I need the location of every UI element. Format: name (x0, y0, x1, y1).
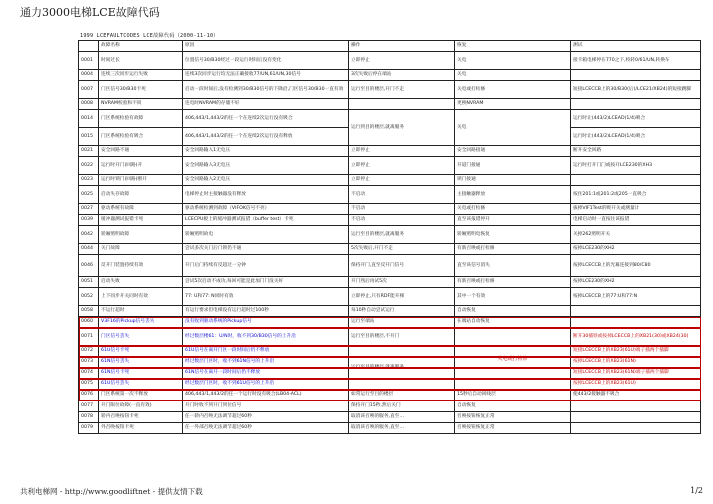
fault-operation: 不启动 (349, 204, 455, 215)
fault-operation: 运行至端站 (349, 317, 455, 328)
table-row (79, 175, 701, 186)
fault-test: 关掉262照明开关 (571, 226, 701, 244)
fault-operation: 5次失败后,开门不走 (349, 244, 455, 255)
fault-name: 61N信号丢失 (99, 357, 183, 368)
fault-code-table (78, 40, 701, 434)
footer-source-text: 共利电梯网 - http://www.goodliftnet - 提供友情下载 (20, 487, 203, 496)
table-header-row (79, 41, 701, 52)
fault-code: 0071 (79, 328, 99, 346)
fault-operation: 每10秒自动尝试运行 (349, 306, 455, 317)
fault-code: 0077 (79, 401, 99, 412)
fault-code: 0052 (79, 288, 99, 306)
fault-cause: 61N信号在离开一段时间后仍不释放 (183, 368, 349, 379)
fault-cause: 位置信号30/B30经过一段运行时间后没有变化 (183, 52, 349, 70)
fault-test (571, 317, 701, 328)
table-row-highlighted (79, 346, 701, 357)
table-row (79, 215, 701, 226)
table-row-highlighted (79, 328, 701, 346)
fault-name: 时间过长 (99, 52, 183, 70)
fault-name: 开门限位故障(一直有效) (99, 401, 183, 412)
fault-name: 启动失败 (99, 277, 183, 288)
fault-name: 门区信号丢失 (99, 328, 183, 346)
fault-code: 0044 (79, 244, 99, 255)
fault-operation: 取消该召唤的服务,直至… (349, 412, 455, 423)
fault-operation: 如常运行至目的楼层 (349, 390, 455, 401)
header-code (79, 41, 99, 52)
fault-name: 启动失存故障 (99, 186, 183, 204)
fault-code: 0014 (79, 110, 99, 128)
fault-cause: 安全回路输入2无电压 (183, 175, 349, 186)
fault-operation (349, 99, 455, 110)
fault-name: 安全回路不通 (99, 146, 183, 157)
fault-operation: 3次失败后停在端站 (349, 70, 455, 81)
table-row (79, 204, 701, 215)
fault-operation: 运行至目的楼层,就离服务 (349, 226, 455, 244)
fault-cause: 安全回路输入3无电压 (183, 157, 349, 175)
fault-test (571, 99, 701, 110)
fault-code: 0007 (79, 81, 99, 99)
fault-recovery: 自动恢复 (455, 306, 571, 317)
fault-operation: 开门熟后再试5次 (349, 277, 455, 288)
fault-name: 运行时锁门(回路)断开 (99, 175, 183, 186)
fault-operation: 立即停止 (349, 146, 455, 157)
document-title: 通力3000电梯LCE故障代码 (20, 6, 160, 19)
fault-name: 不运行超时 (99, 306, 183, 317)
table-row (79, 146, 701, 157)
fault-cause: 电梯停止时主接触器没有释放 (183, 186, 349, 204)
fault-recovery: 直至该报错停开 (455, 215, 571, 226)
fault-code: 0060 (79, 317, 99, 328)
table-row (79, 226, 701, 244)
fault-name: 门区系统检验有故障 (99, 110, 183, 128)
fault-recovery: 安全回路接通 (455, 146, 571, 157)
fault-cause: 没有收到驱动系统的Pickup信号 (183, 317, 349, 328)
fault-recovery: 召唤按钮恢复正常 (455, 412, 571, 423)
fault-code: 0072 (79, 346, 99, 357)
fault-test: 短接LCECCB上的30/B30(后)/LCE21/XB24)的短接跳脚 (571, 81, 701, 99)
fault-recovery: 召唤按钮恢复正常 (455, 423, 571, 434)
fault-code: 0023 (79, 175, 99, 186)
fault-code: 0039 (79, 215, 99, 226)
fault-operation: 不启动 (349, 186, 455, 204)
fault-test: 断开30插铁或按掉LCECCB上的XB21(30)或XB24(30) (571, 328, 701, 346)
fault-cause: 驱动系统检测到故障（VIFOK信号不亮） (183, 204, 349, 215)
fault-cause: 尝试5次启动不成功,每回可能是此加门门没关好 (183, 277, 349, 288)
fault-operation: 不启动 (349, 215, 455, 226)
table-row (79, 288, 701, 306)
table-row (79, 70, 701, 81)
table-row (79, 186, 701, 204)
fault-recovery: 直至该信号消失 (455, 255, 571, 277)
fault-test: 按掉LCE230的XH2 (571, 277, 701, 288)
fault-cause: 轿厢照明故电 (183, 226, 349, 244)
fault-recovery: 更换NVRAM (455, 99, 571, 110)
fault-recovery: 关电 (455, 70, 571, 81)
fault-recovery: 关电或打检修 (455, 204, 571, 215)
fault-code: 0027 (79, 204, 99, 215)
fault-cause: 406,443/1,443/2的任一个在连续2次运行没有吸合 (183, 110, 349, 128)
fault-cause: 406,443/1,443/2的任一个运行时没有吸合(LB04-ACL) (183, 390, 349, 401)
table-row (79, 306, 701, 317)
fault-name: 上下同步开关同时有效 (99, 288, 183, 306)
fault-operation: 立即停止 (349, 157, 455, 175)
fault-recovery: 有新召唤或打检修 (455, 244, 571, 255)
fault-test: 接卡箱电梯停在770之下,校转0/61/UN,转换车 (571, 52, 701, 70)
fault-cause: 406,443/1,443/2的任一个在连续2次运行没有释放 (183, 128, 349, 146)
fault-code: 0075 (79, 379, 99, 390)
fault-test: 运行时打开门门或按开LCE230的XH3 (571, 157, 701, 175)
fault-name: 门区系统第一次不释放 (99, 390, 183, 401)
fault-name: 61U信号丢失 (99, 379, 183, 390)
fault-code: 0042 (79, 226, 99, 244)
table-row-highlighted (79, 390, 701, 401)
fault-recovery: 关电或打检修 (455, 81, 571, 99)
fault-cause: 经过数层楼61：U/N时，收不到30/B30信号的上升沿 (183, 328, 349, 346)
fault-cause: 连电时NVRAM的存储不好 (183, 99, 349, 110)
fault-test: 电梯启动时一直按住该报错 (571, 215, 701, 226)
fault-code: 0001 (79, 52, 99, 70)
fault-operation: 运行至目的楼层,不开门 (349, 328, 455, 346)
table-row (79, 99, 701, 110)
fault-operation: 立即停止 (349, 175, 455, 186)
table-row (79, 110, 701, 128)
fault-cause: 经过数层门区时，收不到61N信号的上升沿 (183, 357, 349, 368)
fault-name: 缓冲器测试报错卡死 (99, 215, 183, 226)
header-recovery: 恢复 (455, 41, 571, 52)
fault-code: 0058 (79, 306, 99, 317)
fault-code: 0074 (79, 368, 99, 379)
fault-name: 轿内召唤按钮卡死 (99, 412, 183, 423)
fault-test: 按掉LCECCB上的77:U和77:N (571, 288, 701, 306)
fault-operation: 保持开门15秒,然后关门 (349, 401, 455, 412)
fault-operation: 运行至目的楼层,就离服务 (349, 346, 455, 390)
fault-operation: 运行到目的楼层,就离服务 (349, 110, 455, 146)
fault-cause: 任一外部召唤无法调节超过60秒 (183, 423, 349, 434)
fault-test: 按掉LCECCB上的光幕连接到80/C80 (571, 255, 701, 277)
fault-cause: 77: U和77: N同时有效 (183, 288, 349, 306)
fault-operation: 保持开门,直至反开门信号 (349, 255, 455, 277)
fault-test (571, 306, 701, 317)
fault-code: 0008 (79, 99, 99, 110)
header-cause: 原因 (183, 41, 349, 52)
fault-cause: 启动一段时间后,没有检测到30/B30信号的下降沿,门区信号30/B30一直有效 (183, 81, 349, 99)
fault-code: 0022 (79, 157, 99, 175)
fault-cause: 开门时收不到开门到位信号 (183, 401, 349, 412)
table-row (79, 401, 701, 412)
fault-operation: 运行至目的楼层,开门不走 (349, 81, 455, 99)
fault-name: 门区系统检验有吸合 (99, 128, 183, 146)
fault-cause: 任一轿内召唤无法调节超过60秒 (183, 412, 349, 423)
fault-name: 反开门装置持续有效 (99, 255, 183, 277)
fault-operation: 取消该召唤的服务,直至… (349, 423, 455, 434)
header-test: 测试 (571, 41, 701, 52)
fault-recovery: 在端站自动恢复 (455, 317, 571, 328)
document-subtitle: 1999 LCEFAULTCODES LCE故障代码（2000-11-10） (80, 33, 219, 39)
fault-test: 拔掉VIF1Test的吸开关或测量计 (571, 204, 701, 215)
fault-code: 0051 (79, 277, 99, 288)
fault-code: 0015 (79, 128, 99, 146)
fault-test (571, 175, 701, 186)
fault-test (571, 70, 701, 81)
fault-cause: 安全回路输入1无电压 (183, 146, 349, 157)
table-row (79, 412, 701, 423)
fault-test (571, 401, 701, 412)
fault-recovery: 15秒后自动回线层 (455, 390, 571, 401)
page-number: 1/2 (690, 486, 703, 495)
fault-operation: 立即停止,只有RDF能开梯 (349, 288, 455, 306)
fault-test (571, 412, 701, 423)
header-operation: 操作 (349, 41, 455, 52)
fault-code-sheet (78, 40, 700, 434)
fault-recovery: 关电 (455, 52, 571, 70)
fault-recovery: 自动恢复 (455, 401, 571, 412)
table-row (79, 157, 701, 175)
fault-cause: LCECPU板上的缓冲器测试报错（buffer test）卡死 (183, 215, 349, 226)
header-name: 故障名称 (99, 41, 183, 52)
fault-test: 按住201:1或201:2或205一直吸合 (571, 186, 701, 204)
fault-recovery: 其中一个有效 (455, 288, 571, 306)
fault-name: 驱动系统有故障 (99, 204, 183, 215)
fault-recovery: 轿厢照明电恢复 (455, 226, 571, 244)
fault-code: 0004 (79, 70, 99, 81)
table-row (79, 52, 701, 70)
fault-test: 按掉LCE230的XH2 (571, 244, 701, 255)
fault-recovery: 有新召唤或打检修 (455, 277, 571, 288)
fault-cause: 连续3次同步运行均无法正确接收77/UN,61/UN,30信号 (183, 70, 349, 81)
fault-test (571, 423, 701, 434)
fault-name: 61U信号卡死 (99, 346, 183, 357)
fault-code: 0021 (79, 146, 99, 157)
fault-code: 0078 (79, 412, 99, 423)
table-row (79, 255, 701, 277)
recovery-side-label: 关电或打检修 (455, 328, 571, 390)
fault-code: 0073 (79, 357, 99, 368)
table-row-highlighted (79, 317, 701, 328)
fault-cause: 经过数层门区时，收不到61U信号的上升沿 (183, 379, 349, 390)
fault-name: 门区信号30/B30卡死 (99, 81, 183, 99)
fault-test: 按掉LCECCB上的XB23(61N) (571, 357, 701, 368)
fault-name: NVRAM校验和不同 (99, 99, 183, 110)
fault-code: 0076 (79, 390, 99, 401)
fault-test: 运行时让(443/2)LCEAD(1/4)吸合 (571, 110, 701, 128)
fault-test: 短接LCECCB上的XB23(61N)端子插两个插脚 (571, 368, 701, 379)
fault-test: 断开安全回路 (571, 146, 701, 157)
fault-operation: 立即停止 (349, 52, 455, 70)
fault-cause: 开门后门持续有反超过一分钟 (183, 255, 349, 277)
fault-code: 0025 (79, 186, 99, 204)
fault-recovery: 开道门接通 (455, 157, 571, 175)
fault-recovery: 锁门接通 (455, 175, 571, 186)
table-row (79, 423, 701, 434)
fault-recovery: 主接触器释放 (455, 186, 571, 204)
fault-name: 关门故障 (99, 244, 183, 255)
fault-cause: 有运行要求但电梯没有运行超时过100秒 (183, 306, 349, 317)
fault-recovery: 关电 (455, 110, 571, 146)
fault-test: 运行时让(443/2)LCEAD(1/4)吸合 (571, 128, 701, 146)
fault-test: 按掉LCECCB上的XB23(61U) (571, 379, 701, 390)
fault-test: 短接LCECCB上的XB23(61U)端子插两个插脚 (571, 346, 701, 357)
fault-test: 使443/2接触器不吸合 (571, 390, 701, 401)
fault-cause: 尝试多次关门后门锁仍不通 (183, 244, 349, 255)
fault-name: 连续三次同步运行失败 (99, 70, 183, 81)
fault-code: 0046 (79, 255, 99, 277)
fault-cause: 61U信号在离开门区一段时间后仍不释放 (183, 346, 349, 357)
table-row (79, 277, 701, 288)
fault-name: V3F16的Pickup信号丢失 (99, 317, 183, 328)
table-row (79, 244, 701, 255)
fault-name: 轿厢照明故障 (99, 226, 183, 244)
table-row (79, 81, 701, 99)
fault-code: 0079 (79, 423, 99, 434)
fault-name: 61N信号卡死 (99, 368, 183, 379)
fault-name: 运行时开门(回路)开 (99, 157, 183, 175)
fault-name: 外召唤按钮卡死 (99, 423, 183, 434)
